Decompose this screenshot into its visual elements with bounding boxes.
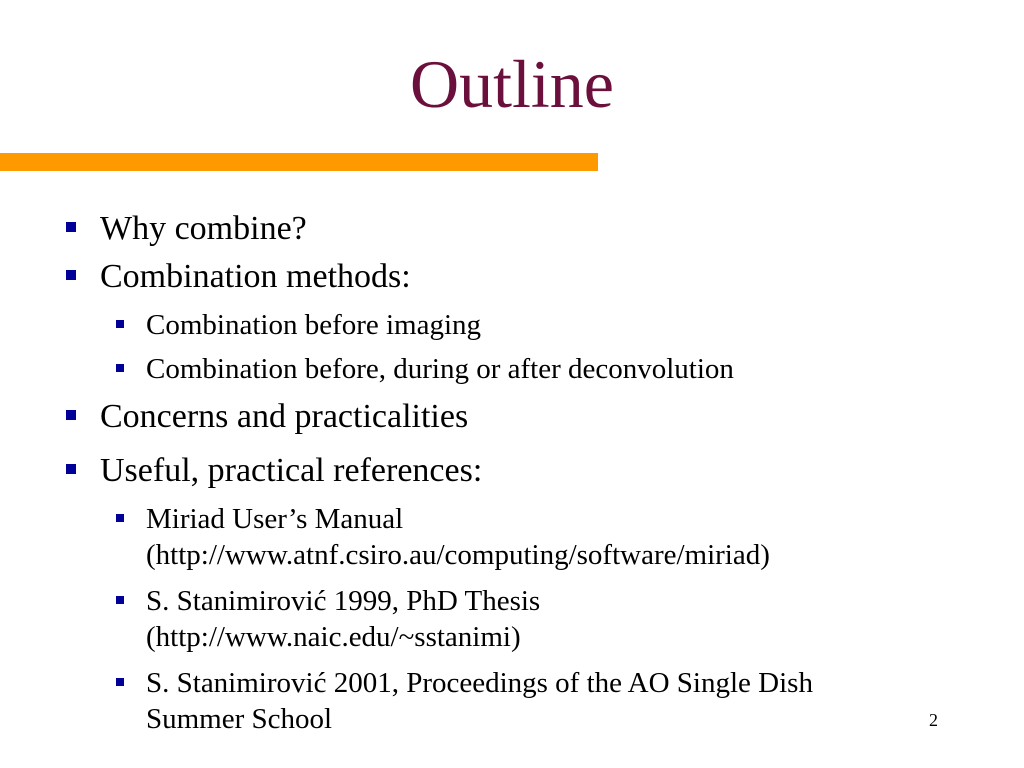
- reference-line: S. Stanimirović 1999, PhD Thesis: [146, 585, 541, 617]
- square-bullet-icon: [66, 410, 76, 420]
- slide-title: Outline: [410, 46, 614, 122]
- square-bullet-icon: [116, 514, 124, 522]
- square-bullet-icon: [116, 678, 124, 686]
- square-bullet-icon: [116, 320, 124, 328]
- sub-bullet-text: Combination before, during or after deconvolution: [146, 353, 734, 385]
- square-bullet-icon: [66, 270, 76, 280]
- bullet-text: Concerns and practicalities: [100, 398, 469, 435]
- square-bullet-icon: [66, 222, 76, 232]
- reference-url-line: (http://www.naic.edu/~sstanimi): [146, 621, 521, 653]
- bullet-text: Useful, practical references:: [100, 452, 483, 489]
- square-bullet-icon: [116, 596, 124, 604]
- reference-line: S. Stanimirović 2001, Proceedings of the AO Single Dish: [146, 667, 813, 699]
- sub-bullet-text: Combination before imaging: [146, 309, 482, 341]
- bullet-text: Why combine?: [100, 210, 307, 247]
- title-underline-bar: [0, 153, 598, 171]
- bullet-text: Combination methods:: [100, 258, 411, 295]
- square-bullet-icon: [66, 464, 76, 474]
- reference-line-continued: Summer School: [146, 703, 333, 735]
- reference-line: Miriad User’s Manual: [146, 503, 404, 535]
- reference-url-line: (http://www.atnf.csiro.au/computing/software/miriad): [146, 539, 770, 571]
- square-bullet-icon: [116, 364, 124, 372]
- page-number: 2: [929, 710, 938, 730]
